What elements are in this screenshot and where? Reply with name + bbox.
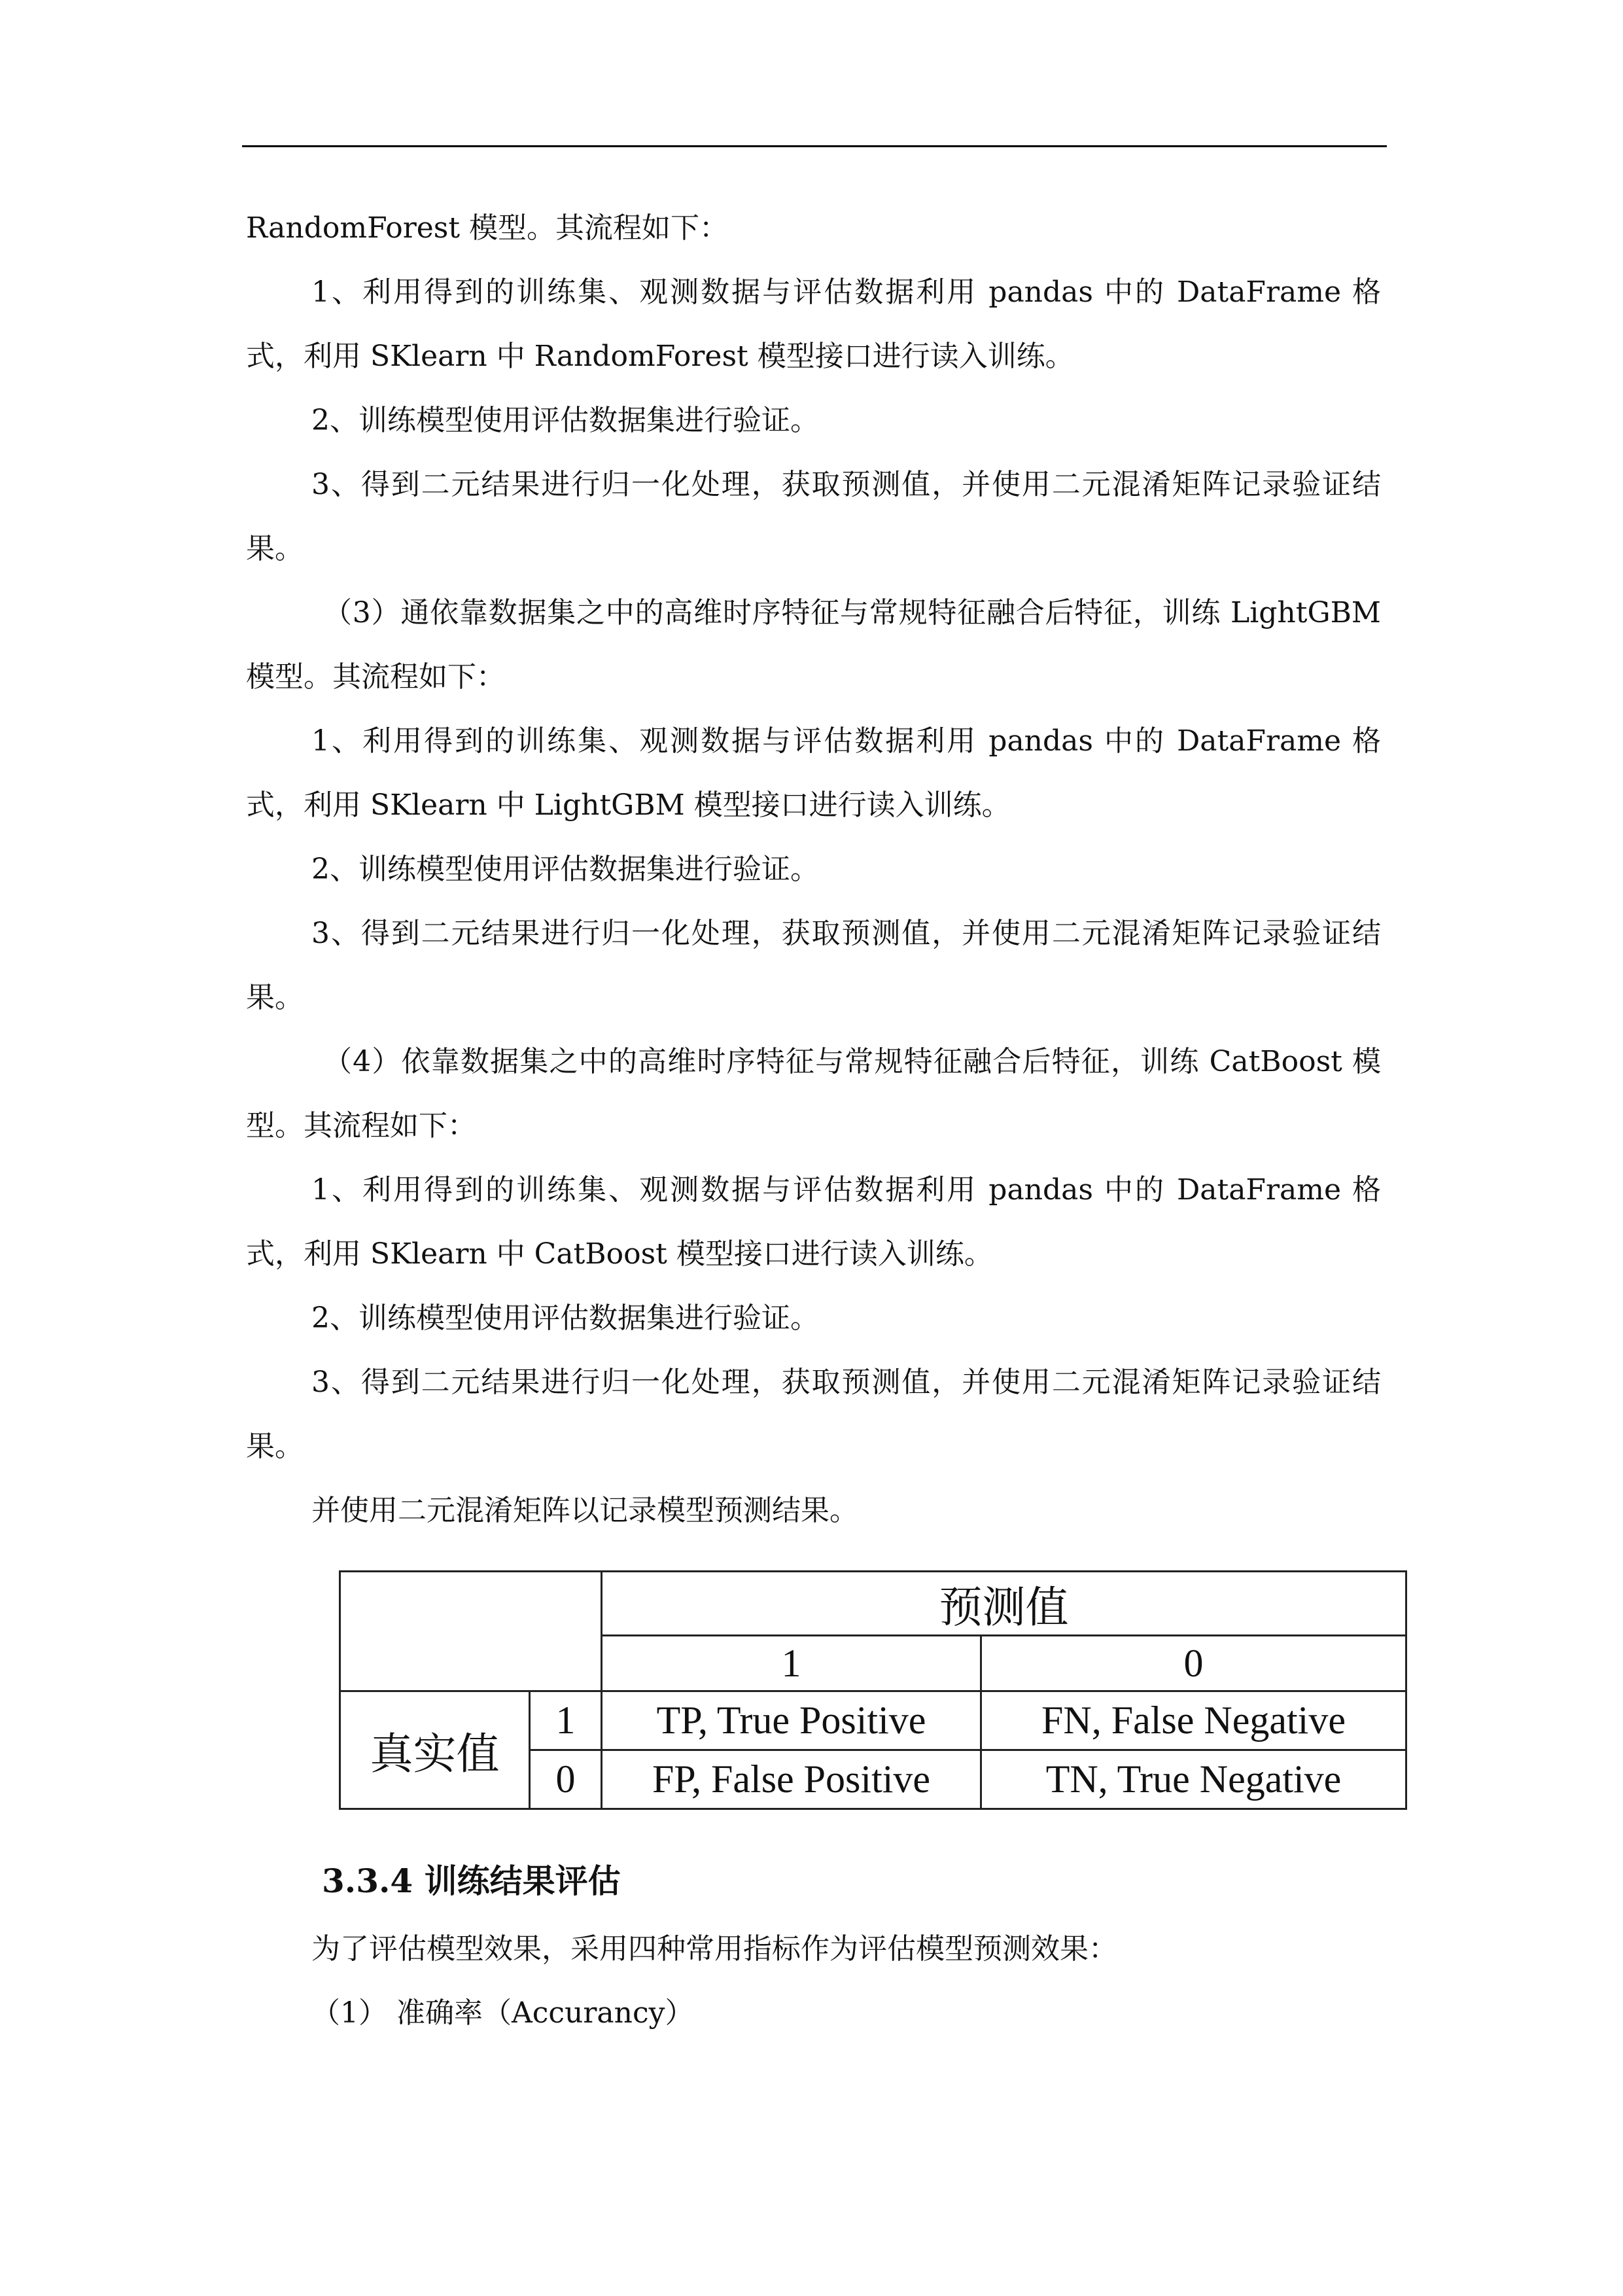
predicted-1-header: 1	[602, 1636, 981, 1691]
cell-tn: TN, True Negative	[981, 1750, 1406, 1809]
table-corner-cell	[340, 1572, 602, 1691]
section-item-accuracy: （1） 准确率（Accurancy）	[311, 1996, 694, 2030]
paragraph-confusion-matrix-note: 并使用二元混淆矩阵以记录模型预测结果。	[311, 1494, 858, 1527]
paragraph-randomforest-flow: RandomForest 模型。其流程如下：	[246, 211, 729, 245]
body-text	[246, 196, 1381, 1543]
cell-fn: FN, False Negative	[981, 1691, 1406, 1750]
paragraph-lgbm-step-1: 1、利用得到的训练集、观测数据与评估数据利用 pandas 中的 DataFrame 格式，利用 SKlearn 中 LightGBM 模型接口进行读入训练。	[246, 724, 1381, 822]
paragraph-lgbm-step-2: 2、训练模型使用评估数据集进行验证。	[311, 853, 819, 886]
paragraph-cb-step-3: 3、得到二元结果进行归一化处理，获取预测值，并使用二元混淆矩阵记录验证结果。	[246, 1366, 1381, 1463]
actual-1-label: 1	[530, 1691, 602, 1750]
paragraph-rf-step-1: 1、利用得到的训练集、观测数据与评估数据利用 pandas 中的 DataFrame 格式，利用 SKlearn 中 RandomForest 模型接口进行读入训练。	[246, 275, 1381, 373]
paragraph-catboost-intro: （4）依靠数据集之中的高维时序特征与常规特征融合后特征，训练 CatBoost 模型。其流程如下：	[246, 1045, 1381, 1142]
paragraph-cb-step-1: 1、利用得到的训练集、观测数据与评估数据利用 pandas 中的 DataFrame 格式，利用 SKlearn 中 CatBoost 模型接口进行读入训练。	[246, 1173, 1381, 1271]
confusion-matrix-table	[339, 1570, 1405, 1799]
paragraph-cb-step-2: 2、训练模型使用评估数据集进行验证。	[311, 1301, 819, 1335]
cell-fp: FP, False Positive	[602, 1750, 981, 1809]
section-heading: 3.3.4 训练结果评估	[322, 1862, 621, 1900]
paragraph-rf-step-2: 2、训练模型使用评估数据集进行验证。	[311, 404, 819, 437]
paragraph-lightgbm-intro: （3）通依靠数据集之中的高维时序特征与常规特征融合后特征，训练 LightGBM 模型。其流程如下：	[246, 596, 1381, 694]
cell-tp: TP, True Positive	[602, 1691, 981, 1750]
predicted-0-header: 0	[981, 1636, 1406, 1691]
actual-0-label: 0	[530, 1750, 602, 1809]
section-intro: 为了评估模型效果，采用四种常用指标作为评估模型预测效果：	[311, 1932, 1117, 1966]
header-rule	[242, 145, 1387, 147]
actual-header: 真实值	[340, 1691, 530, 1809]
paragraph-lgbm-step-3: 3、得到二元结果进行归一化处理，获取预测值，并使用二元混淆矩阵记录验证结果。	[246, 917, 1381, 1014]
section-body	[246, 1917, 1381, 2045]
paragraph-rf-step-3: 3、得到二元结果进行归一化处理，获取预测值，并使用二元混淆矩阵记录验证结果。	[246, 468, 1381, 565]
predicted-header: 预测值	[602, 1572, 1406, 1636]
